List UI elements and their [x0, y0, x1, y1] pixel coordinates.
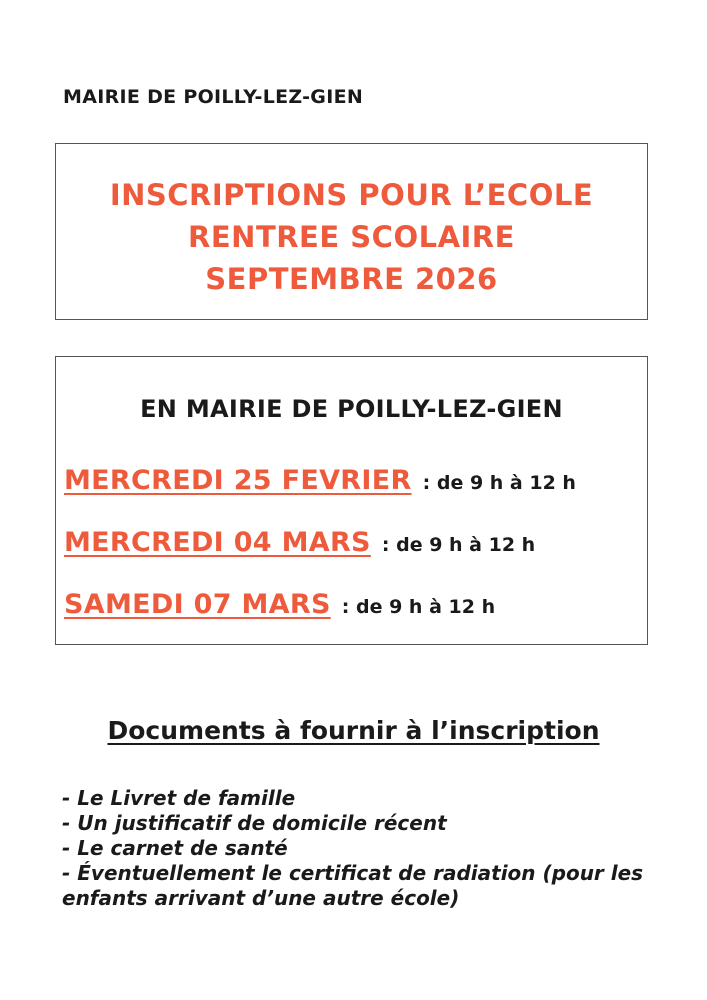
date-row: [64, 465, 576, 496]
date-day: MERCREDI 04 MARS: [64, 527, 371, 558]
list-item: - Le carnet de santé: [62, 836, 288, 860]
documents-title: Documents à fournir à l’inscription: [107, 716, 600, 745]
title-line-1: INSCRIPTIONS POUR L’ECOLE: [109, 178, 594, 212]
documents-list: [62, 786, 662, 911]
list-item: - Un justificatif de domicile récent: [62, 811, 447, 835]
date-row: [64, 589, 495, 620]
title-box: [55, 143, 648, 320]
date-hours: : de 9 h à 12 h: [381, 534, 536, 556]
title-line-3: SEPTEMBRE 2026: [205, 262, 498, 296]
date-hours: : de 9 h à 12 h: [422, 472, 576, 494]
list-item: - Éventuellement le certificat de radiation (pour les enfants arrivant d’une autre école): [62, 861, 644, 910]
date-row: [64, 527, 535, 558]
list-item: - Le Livret de famille: [62, 786, 296, 810]
organization-header: MAIRIE DE POILLY-LEZ-GIEN: [63, 86, 364, 108]
date-hours: : de 9 h à 12 h: [341, 596, 496, 618]
date-day: SAMEDI 07 MARS: [64, 589, 331, 620]
date-day: MERCREDI 25 FEVRIER: [64, 465, 412, 496]
dates-box: [55, 356, 648, 645]
dates-heading: EN MAIRIE DE POILLY-LEZ-GIEN: [140, 395, 563, 423]
title-line-2: RENTREE SCOLAIRE: [188, 220, 515, 254]
